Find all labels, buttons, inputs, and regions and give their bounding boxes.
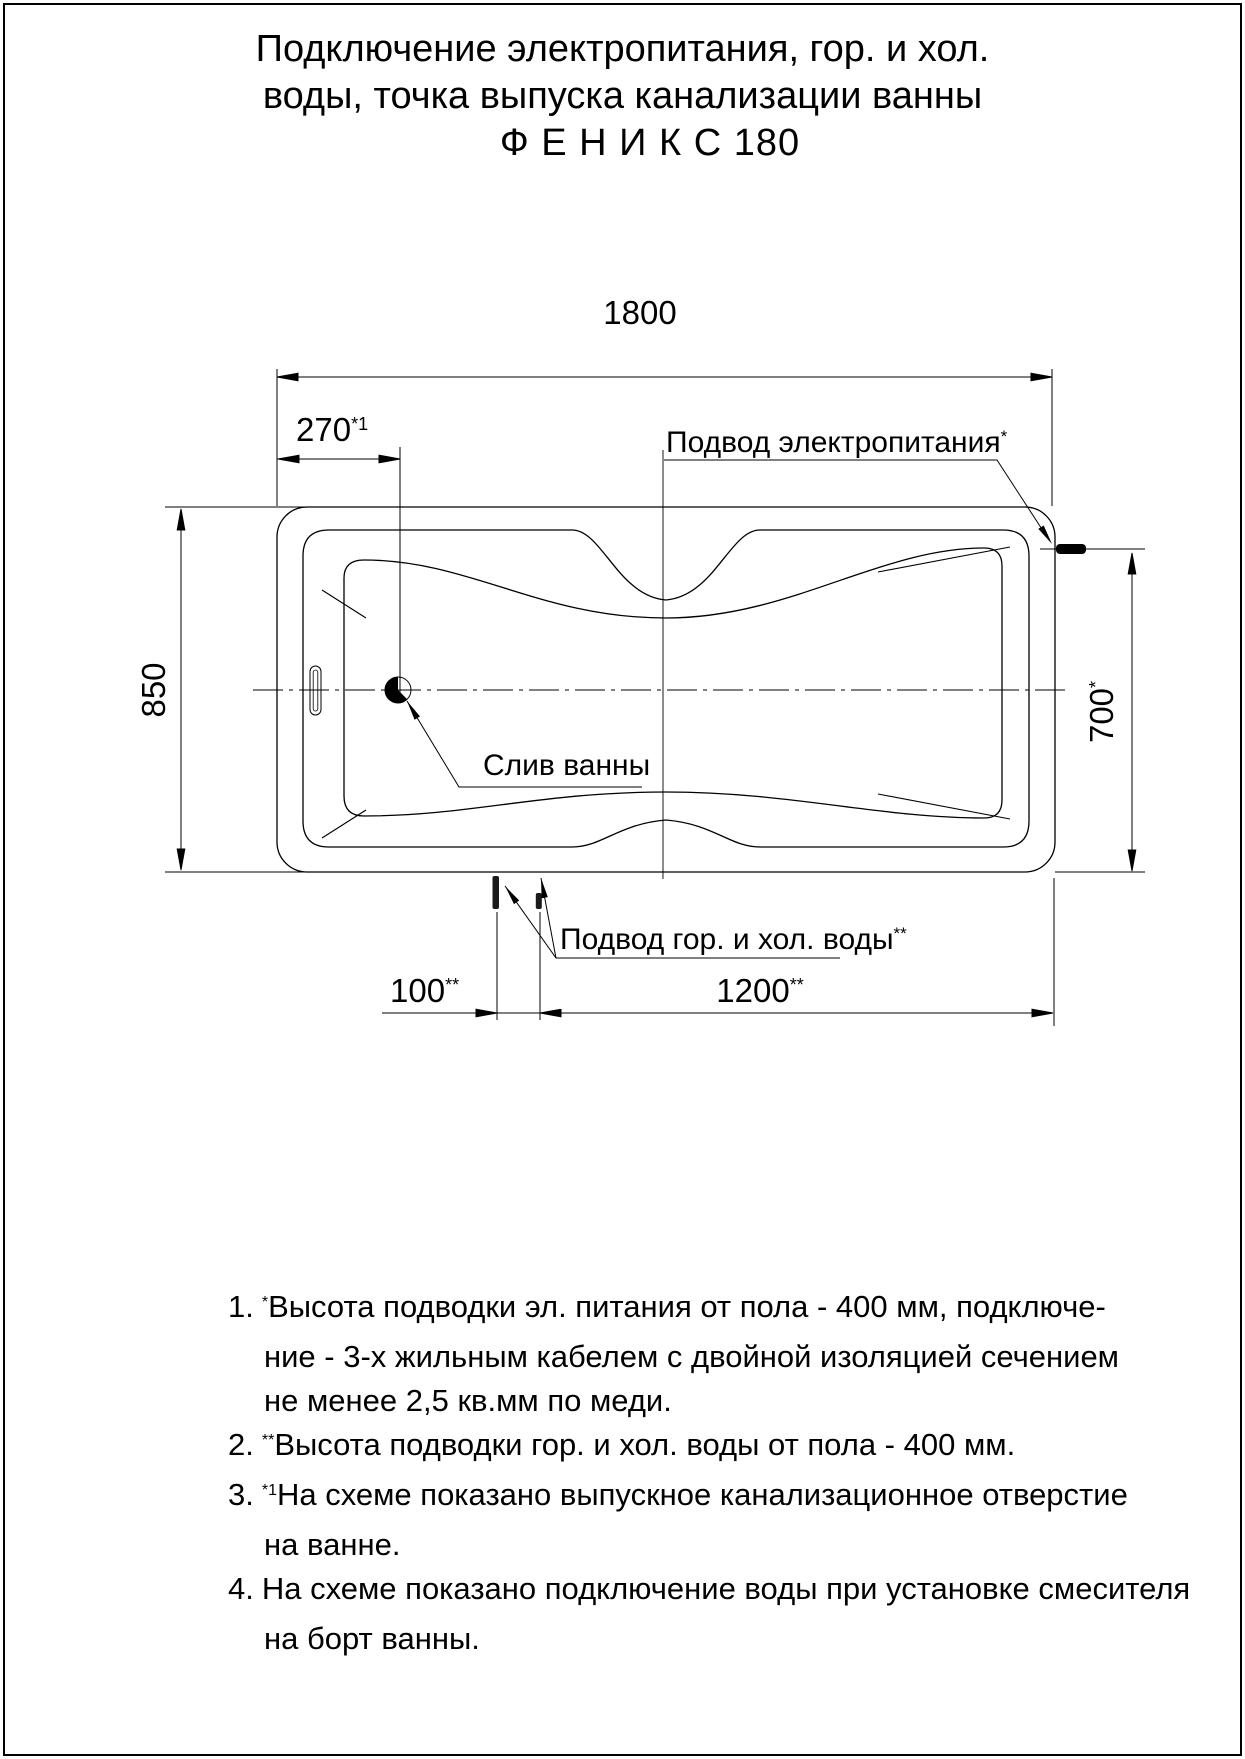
- corner-slope-lines: [322, 547, 1010, 838]
- title-line-1: Подключение электропитания, гор. и хол.: [255, 28, 990, 70]
- title-line-2: воды, точка выпуска канализации ванны: [262, 75, 983, 117]
- power-connection-marker: [1056, 544, 1086, 554]
- dimension-100: 100**: [390, 972, 460, 1009]
- center-lines: [253, 450, 1065, 879]
- tub-basin: [344, 548, 1002, 818]
- dimension-850: 850: [135, 662, 172, 718]
- dimension-1200: 1200**: [560, 974, 960, 1009]
- label-drain: Слив ванны: [483, 749, 651, 782]
- overflow-fitting: [310, 666, 321, 715]
- dimension-1800: 1800: [277, 296, 1003, 331]
- note-item-2: 2. **Высота подводки гор. и хол. воды от пола - 400 мм.: [228, 1427, 1016, 1462]
- dimension-700: 700*: [1083, 680, 1120, 744]
- dim-270-group: [277, 447, 400, 701]
- water-supply-marks: [493, 876, 542, 909]
- title-line-3: Ф Е Н И К С 180: [499, 122, 801, 164]
- label-water-supply: Подвод гор. и хол. воды**: [560, 923, 907, 956]
- dimension-270: 270$^{*1}$: [296, 411, 369, 448]
- label-power-connection: Подвод электропитания*: [666, 426, 1008, 459]
- note-item-3: 3. $^{*1}$На схеме показано выпускное канализационное отверстие на ванне.: [228, 1477, 1128, 1562]
- notes-block: [228, 1285, 1191, 1661]
- tub-rim: [303, 530, 1029, 847]
- note-item-1: 1. *Высота подводки эл. питания от пола - 400 мм, подключе- ние - 3-х жильным кабелем с двойной изоляцией сечением не менее 2,5 кв.мм по меди.: [228, 1289, 1119, 1418]
- overflow-fitting-inner: [313, 670, 318, 711]
- dim-850-group: [165, 507, 305, 872]
- note-item-4: 4. На схеме показано подключение воды при установке смесителя на борт ванны.: [228, 1571, 1191, 1656]
